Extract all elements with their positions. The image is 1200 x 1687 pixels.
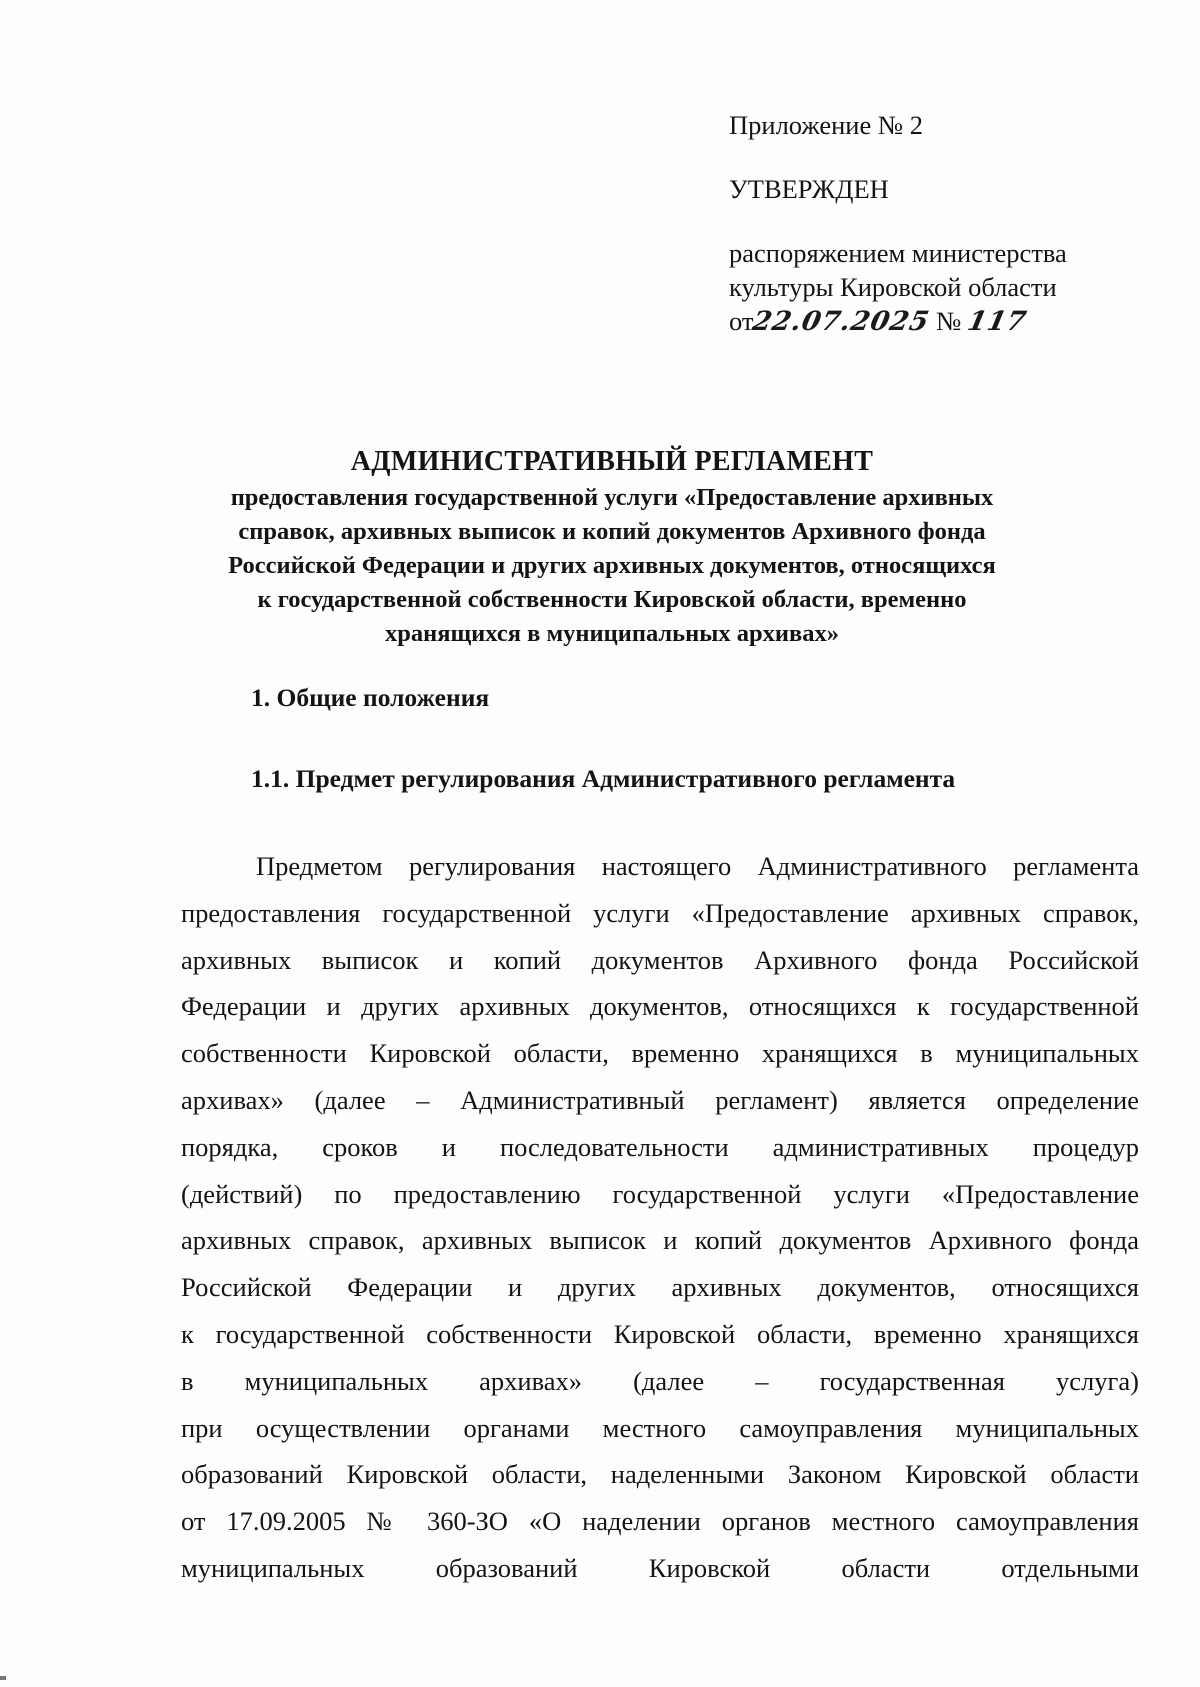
- handwritten-number: 117: [964, 306, 1030, 337]
- number-label: №: [936, 306, 962, 336]
- title-line: к государственной собственности Кировской области, временно: [257, 586, 967, 613]
- paragraph-line: порядка, сроков и последовательности административных процедур: [181, 1131, 1139, 1162]
- paragraph-line: собственности Кировской области, временно хранящихся в муниципальных: [181, 1038, 1139, 1069]
- paragraph-line: муниципальных образований Кировской области отдельными: [181, 1552, 1139, 1583]
- paragraph-line: предоставления государственной услуги «Предоставление архивных справок,: [181, 897, 1139, 928]
- paragraph-line: архивных выписок и копий документов Архивного фонда Российской: [181, 944, 1139, 975]
- paragraph-line: в муниципальных архивах» (далее – государственная услуга): [181, 1365, 1139, 1396]
- paragraph-line: образований Кировской области, наделенными Законом Кировской области: [181, 1459, 1139, 1490]
- approval-stamp: [729, 108, 1149, 339]
- appendix-label: Приложение № 2: [729, 110, 924, 140]
- paragraph-line: Предметом регулирования настоящего Административного регламента: [256, 851, 1139, 881]
- section-heading-1-1: 1.1. Предмет регулирования Административного регламента: [251, 764, 956, 793]
- order-date-line: [729, 304, 1149, 339]
- paragraph-line: Федерации и других архивных документов, относящихся к государственной: [181, 991, 1139, 1022]
- paragraph-line: (действий) по предоставлению государственной услуги «Предоставление: [181, 1178, 1139, 1209]
- paragraph-line: при осуществлении органами местного самоуправления муниципальных: [181, 1412, 1139, 1443]
- paragraph-line: Российской Федерации и других архивных документов, относящихся: [181, 1272, 1139, 1303]
- title-line: справок, архивных выписок и копий документов Архивного фонда: [238, 518, 986, 545]
- title-line: предоставления государственной услуги «Предоставление архивных: [230, 484, 994, 511]
- section-heading-1: 1. Общие положения: [251, 683, 490, 712]
- date-prefix: от: [729, 306, 754, 336]
- approved-label: УТВЕРЖДЕН: [729, 174, 889, 204]
- title-main: АДМИНИСТРАТИВНЫЙ РЕГЛАМЕНТ: [350, 446, 874, 477]
- order-line-1: распоряжением министерства: [729, 238, 1067, 268]
- paragraph-line: архивных справок, архивных выписок и копий документов Архивного фонда: [181, 1225, 1139, 1256]
- body-paragraph: [181, 843, 1139, 1592]
- order-line-2: культуры Кировской области: [729, 272, 1057, 302]
- paragraph-line: архивах» (далее – Административный регламент) является определение: [181, 1084, 1139, 1115]
- title-line: хранящихся в муниципальных архивах»: [385, 620, 839, 647]
- title-line: Российской Федерации и других архивных документов, относящихся: [228, 552, 996, 579]
- paragraph-line: от 17.09.2005 № 360-ЗО «О наделении органов местного самоуправления: [181, 1506, 1139, 1537]
- document-title: [150, 444, 1074, 650]
- handwritten-date: 22.07.2025: [750, 306, 933, 337]
- scan-artifact: [0, 1676, 6, 1680]
- paragraph-line: к государственной собственности Кировской области, временно хранящихся: [181, 1318, 1139, 1349]
